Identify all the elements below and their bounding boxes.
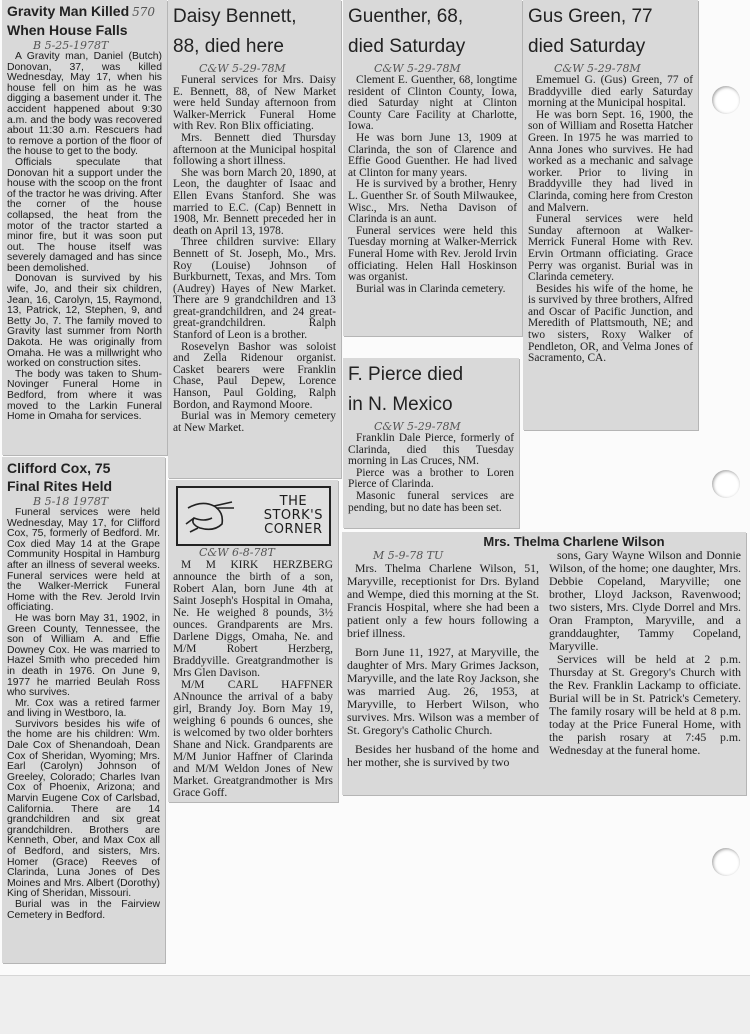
article-paragraph: Burial was in the Fairview Cemetery in Bedford.	[7, 898, 160, 921]
banner-line: CORNER	[264, 522, 323, 537]
handwritten-date-note: M 5-9-78 TU	[373, 549, 444, 562]
article-body	[7, 39, 162, 423]
article-paragraph: Donovan is survived by his wife, Jo, and their six children, Jean, 16, Carolyn, 15, Raymond, 13, Patrick, 12, Stephen, 9, and Betty Jo, 7. The family moved to Gravity last summer from North Dakota. He was originally from Omaha. He was a millwright who worked on construction sites.	[7, 273, 162, 370]
article-paragraph: Funeral services were held Sunday afternoon at Walker-Merrick Funeral Home with Rev. Ervin Ortmann officiating. Grace Perry was organist. Burial was in Clarinda cemetery.	[528, 213, 693, 284]
scan-background	[0, 975, 750, 1034]
headline	[528, 2, 693, 62]
headline	[348, 360, 514, 420]
headline-line: Final Rites Held	[7, 478, 113, 494]
binder-hole	[712, 86, 740, 114]
handwritten-date-note: C&W 5-29-78M	[374, 420, 461, 433]
headline-line: F. Pierce died	[348, 364, 464, 385]
article-paragraph: A Gravity man, Daniel (Butch) Donovan, 37, was killed Wednesday, May 17, when his house fell on him as he was digging a basement under it. The accident happened about 9:30 a.m. and the body was recovered about 11:30 a.m. Rescuers had to remove a portion of the floor of the house to get to the body.	[7, 51, 162, 158]
article-paragraph: M/M CARL HAFFNER ANnounce the arrival of a baby girl, Brandy Joy. Born May 19, weighing 6 pounds 6 ounces, she is welcomed by two older borhters Shane and Nick. Grandparents are M/M Junior Haffner of Clarinda and M/M Weldon Jones of New Market. Greatgrandmother is Mrs Grace Goff.	[173, 679, 333, 799]
banner-title	[264, 495, 323, 537]
headline-line: Daisy Bennett,	[173, 6, 297, 27]
article-paragraph: Officials speculate that Donovan hit a support under the house with the scoop on the front of the tractor he was driving. After the corner of the house collapsed, the heat from the motor of the tractor started a minor fire, but it was soon put out. The house itself was severely damaged and has since been demolished.	[7, 156, 162, 274]
headline-line: died Saturday	[348, 36, 466, 57]
binder-hole	[712, 470, 740, 498]
article-paragraph: Born June 11, 1927, at Maryville, the daughter of Mrs. Mary Grimes Jackson, Maryville, and the late Roy Jackson, she was married Aug. 26, 1953, at Maryville, to Herbert Wilson, who survives. Mrs. Wilson was a member of St. Gregory's Catholic Church.	[347, 645, 539, 737]
article-paragraph: Ememuel G. (Gus) Green, 77 of Braddyville died early Saturday morning at the Municipal hospital.	[528, 74, 693, 110]
headline-line: 88, died here	[173, 36, 284, 57]
clipping-f-pierce	[343, 358, 519, 528]
article-body	[348, 62, 517, 295]
clipping-gravity-man-killed	[2, 0, 167, 455]
article-paragraph: He was born June 13, 1909 at Clarinda, the son of Clarence and Effie Good Guenther. He had lived at Clinton for many years.	[348, 131, 517, 179]
clipping-thelma-wilson	[342, 532, 746, 795]
article-body	[348, 420, 514, 514]
article-body	[173, 546, 333, 799]
article-body	[528, 62, 693, 365]
storks-corner-banner	[176, 486, 331, 546]
article-paragraph: Rosevelyn Bashor was soloist and Zella Ridenour organist. Casket bearers were Franklin Chase, Paul Depew, Lorence Hanson, Paul Golding, Ralph Bordon, and Raymond Moore.	[173, 340, 336, 411]
article-paragraph: Funeral services were held this Tuesday morning at Walker-Merrick Funeral Home with Rev. Jerold Irvin officiating. Helen Hall Hoskinson was organist.	[348, 224, 517, 284]
article-paragraph: Clement E. Guenther, 68, longtime resident of Clinton County, Iowa, died Saturday night at Clinton County Care Facility at Charlotte, Iowa.	[348, 74, 517, 133]
clipping-storks-corner	[168, 480, 338, 802]
headline-line: Clifford Cox, 75	[7, 460, 111, 476]
article-paragraph: Masonic funeral services are pending, but no date has been set.	[348, 489, 514, 514]
headline-line: in N. Mexico	[348, 394, 453, 415]
article-body	[7, 495, 160, 921]
handwritten-date-note: C&W 6-8-78T	[199, 546, 275, 559]
article-paragraph: Mrs. Thelma Charlene Wilson, 51, Maryville, receptionist for Drs. Byland and Wempe, died this morning at the St. Francis Hospital, where she had been a patient only a few hours following a brief illness.	[347, 561, 539, 640]
banner-line: THE	[279, 494, 308, 509]
article-paragraph: Survivors besides his wife of the home are his children: Wm. Dale Cox of Shenandoah, Dean Cox of Sheridan, Wyoming; Mrs. Earl (Carolyn) Johnson of Greeley, Colorado; Charles Ivan Cox of Phoenix, Arizona; and Marvin Eugene Cox of Carlsbad, California. There are 14 grandchildren and six great grandchildren. Brothers are Kenneth, Ober, and Max Cox all of Bedford, and sisters, Mrs. Homer (Grace) Reeves of Clarinda, Luna Jones of Des Moines and Mrs. Albert (Dorothy) King of Sheridan, Missouri.	[7, 718, 160, 900]
handwritten-date-note: C&W 5-29-78M	[554, 62, 641, 75]
article-paragraph: Burial was in Clarinda cemetery.	[356, 282, 506, 295]
headline	[7, 459, 160, 495]
article-paragraph: sons, Gary Wayne Wilson and Donnie Wilson, of the home; one daughter, Mrs. Debbie Copeland, Maryville; one brother, Lloyd Jackson, Ravenwood; two sisters, Mrs. Clyde Dorrel and Mrs. Oran Frampton, Maryville, and a granddaughter, Tammy Copeland, Maryville.	[549, 548, 741, 653]
article-paragraph: Besides her husband of the home and her mother, she is survived by two	[347, 742, 539, 769]
headline-line: When House Falls	[7, 22, 128, 38]
article-paragraph: He is survived by a brother, Henry L. Guenther Sr. of South Milwaukee, Wisc., Mrs. Netha Davison of Clarinda is an aunt.	[348, 178, 517, 226]
article-paragraph: He was born May 31, 1902, in Green County, Tennessee, the son of William A. and Effie Downey Cox. He was married to Hazel Smith who preceded him in death in 1976. On June 9, 1977 he married Beulah Ross who survives.	[7, 612, 160, 699]
headline: Mrs. Thelma Charlene Wilson	[483, 534, 665, 549]
article-paragraph: Franklin Dale Pierce, formerly of Clarinda, died this Tuesday morning in Las Cruces, NM.	[348, 432, 514, 468]
stork-icon	[184, 496, 242, 536]
headline	[7, 2, 162, 39]
clipping-gus-green	[523, 0, 698, 430]
article-paragraph: She was born March 20, 1890, at Leon, the daughter of Isaac and Ellen Evans Stanford. She was married to E.C. (Cap) Bennett in 1908, Mr. Bennett preceded her in death on April 13, 1978.	[173, 166, 336, 237]
handwritten-date-note: C&W 5-29-78M	[199, 62, 286, 75]
headline	[348, 2, 517, 62]
article-paragraph: Mr. Cox was a retired farmer and living in Westboro, Ia.	[7, 697, 160, 720]
article-paragraph: The body was taken to Shum-Novinger Funeral Home in Bedford, from where it was moved to the Larkin Funeral Home in Omaha for services.	[7, 368, 162, 423]
headline	[173, 2, 336, 62]
article-paragraph: Services will be held at 2 p.m. Thursday at St. Gregory's Church with the Rev. Franklin Lackamp to officiate. Burial will be in St. Patrick's Cemetery. The family rosary will be held at 8 p.m. today at the Price Funeral Home, with the parish rosary at 7:45 p.m. Wednesday at the funeral home.	[549, 652, 741, 757]
article-body	[173, 62, 336, 434]
clipping-guenther	[343, 0, 522, 336]
banner-line: STORK'S	[263, 508, 323, 523]
article-paragraph: M M KIRK HERZBERG announce the birth of a son, Robert Alan, born June 4th at Saint Joseph's Hospital in Omaha, Ne. He weighed 8 pounds, 3½ ounces. Grandparents are Mrs. Darlene Diggs, Omaha, Ne. and M/M Robert Herzberg, Braddyville. Greatgrandmother is Mrs Glen Davison.	[173, 559, 333, 679]
headline-line: Gus Green, 77	[528, 6, 653, 27]
clipping-daisy-bennett	[168, 0, 341, 478]
article-paragraph: Three children survive: Ellary Bennett of St. Joseph, Mo., Mrs. Roy (Louise) Johnson of Burkburnett, Texas, and Mrs. Tom (Audrey) Hayes of New Market. There are 9 grandchildren and 13 great-grandchildren, and 24 great-great-grandchildren. Ralph Stanford of Leon is a brother.	[173, 236, 336, 342]
article-paragraph: Besides his wife of the home, he is survived by three brothers, Alfred and Oscar of Pacific Junction, and Meredith of Plattsmouth, NE; and two sisters, Roxy Walker of Pendleton, OR, and Velma Jones of Sacramento, CA.	[528, 282, 693, 365]
handwritten-date-note: C&W 5-29-78M	[374, 62, 461, 75]
article-paragraph: Pierce was a brother to Loren Pierce of Clarinda.	[348, 466, 514, 491]
clipping-clifford-cox	[2, 457, 165, 963]
article-paragraph: Funeral services were held Wednesday, May 17, for Clifford Cox, 75, formerly of Bedford. Mr. Cox died May 14 at the Grape Community Hospital in Hamburg after an illness of several weeks. Funeral services were held at the Walker-Merrick Funeral Home with the Rev. Jerold Irvin officiating.	[7, 507, 160, 614]
binder-hole	[712, 848, 740, 876]
headline-line: Gravity Man Killed	[7, 3, 130, 19]
article-column	[347, 549, 539, 769]
headline-line: died Saturday	[528, 36, 646, 57]
article-column	[549, 549, 741, 769]
article-paragraph: Burial was in Memory cemetery at New Market.	[173, 410, 336, 434]
handwritten-date-note: B 5-25-1978T	[33, 39, 109, 52]
handwritten-date-note: B 5-18 1978T	[33, 495, 109, 508]
handwritten-page-number: 570	[132, 5, 156, 19]
article-paragraph: Funeral services for Mrs. Daisy E. Bennett, 88, of New Market were held Sunday afternoon from Walker-Merrick Funeral Home with Rev. Ron Blix officiating.	[173, 74, 336, 133]
headline-line: Guenther, 68,	[348, 6, 464, 27]
article-paragraph: He was born Sept. 16, 1900, the son of William and Rosetta Hatcher Green. In 1975 he was married to Anna Jones who survives. He had worked as a mechanic and salvage worker. Prior to living in Braddyville they had lived in Clarinda, coming here from Creston and Malvern.	[528, 108, 693, 214]
article-paragraph: Mrs. Bennett died Thursday afternoon at the Municipal hospital following a short illness.	[173, 131, 336, 168]
